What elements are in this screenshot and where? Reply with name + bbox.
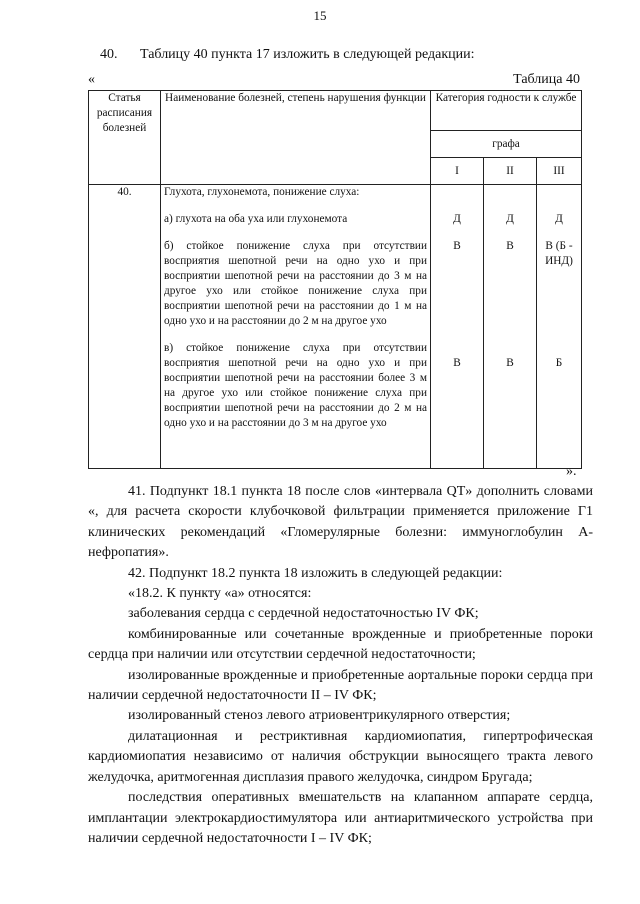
row-title: Глухота, глухонемота, понижение слуха: — [164, 186, 360, 198]
item-40-number: 40. — [100, 47, 118, 62]
item-b-cat-2: В — [506, 240, 514, 252]
paragraph-41: 41. Подпункт 18.1 пункта 18 после слов «интервала QT» дополнить словами «, для расчета скорости клубочковой фильтрации применяется приложение Г1 клинических рекомендаций «Гломерулярные болезни: иммуноглобулин А-нефропатия». — [88, 484, 593, 561]
page-number: 15 — [313, 8, 327, 23]
item-c-cat-3: Б — [555, 357, 563, 369]
header-disease-name: Наименование болезней, степень нарушения функции — [161, 91, 431, 185]
item-a-text: а) глухота на оба уха или глухонемота — [164, 213, 348, 225]
paragraph-item: дилатационная и рестриктивная кардиомиопатия, гипертрофическая кардиомиопатия независимо от наличия обструкции выносящего тракта левого желудочка, аритмогенная дисплазия правого желудочка, синдром Бругада; — [88, 728, 593, 785]
paragraph-item: комбинированные или сочетанные врожденные и приобретенные пороки сердца при наличии или отсутствии сердечной недостаточности; — [88, 626, 593, 663]
item-40-text: Таблицу 40 пункта 17 изложить в следующей редакции: — [140, 47, 475, 62]
item-b-text: б) стойкое понижение слуха при отсутствии восприятия шепотной речи на одно ухо и при восприятии шепотной речи на расстоянии до 3 м на другое ухо или стойкое понижение слуха при восприятии шепотной речи на расстоянии до 1 м на одно ухо и на расстоянии до 2 м на другое ухо — [164, 240, 427, 327]
item-c-cat-1: В — [453, 357, 461, 369]
paragraph-item: изолированный стеноз левого атриовентрикулярного отверстия; — [128, 708, 511, 724]
disease-table — [88, 90, 582, 469]
table-row — [89, 185, 582, 469]
item-b-cat-3: В (Б - ИНД) — [545, 240, 573, 267]
header-category: Категория годности к службе — [431, 91, 582, 131]
header-grafa: графа — [431, 131, 582, 158]
header-article: Статья расписания болезней — [89, 91, 161, 185]
grafa-col-1: I — [431, 158, 484, 185]
item-40-intro — [100, 47, 475, 63]
item-a-cat-2: Д — [506, 213, 514, 225]
item-b-cat-1: В — [453, 240, 461, 252]
item-a-cat-3: Д — [555, 213, 563, 225]
item-c-text: в) стойкое понижение слуха при отсутствии восприятия шепотной речи на одно ухо и при восприятии шепотной речи на расстоянии более 3 м на другое ухо или стойкое понижение слуха при восприятии шепотной речи на расстоянии до 2 м на одно ухо и на расстоянии до 3 м на другое ухо — [164, 342, 427, 429]
paragraph-item: заболевания сердца с сердечной недостаточностью IV ФК; — [128, 606, 479, 622]
paragraph-18-2-heading: «18.2. К пункту «а» относятся: — [128, 586, 312, 602]
paragraph-42: 42. Подпункт 18.2 пункта 18 изложить в следующей редакции: — [128, 565, 503, 581]
row-article-number: 40. — [89, 185, 161, 469]
category-col-2 — [484, 185, 537, 469]
category-col-3 — [537, 185, 582, 469]
category-col-1 — [431, 185, 484, 469]
quote-close: ». — [566, 464, 577, 479]
row-description — [161, 185, 431, 469]
paragraph-item: изолированные врожденные и приобретенные аортальные пороки сердца при наличии сердечной недостаточности II – IV ФК; — [88, 667, 593, 704]
grafa-col-3: III — [537, 158, 582, 185]
item-a-cat-1: Д — [453, 213, 461, 225]
body-text — [88, 482, 593, 849]
quote-open: « — [88, 72, 95, 87]
item-c-cat-2: В — [506, 357, 514, 369]
table-caption: Таблица 40 — [513, 72, 580, 87]
paragraph-item: последствия оперативных вмешательств на клапанном аппарате сердца, имплантации электрокардиостимулятора или антиаритмического устройства при наличии сердечной недостаточности I – IV ФК; — [88, 790, 593, 846]
grafa-col-2: II — [484, 158, 537, 185]
